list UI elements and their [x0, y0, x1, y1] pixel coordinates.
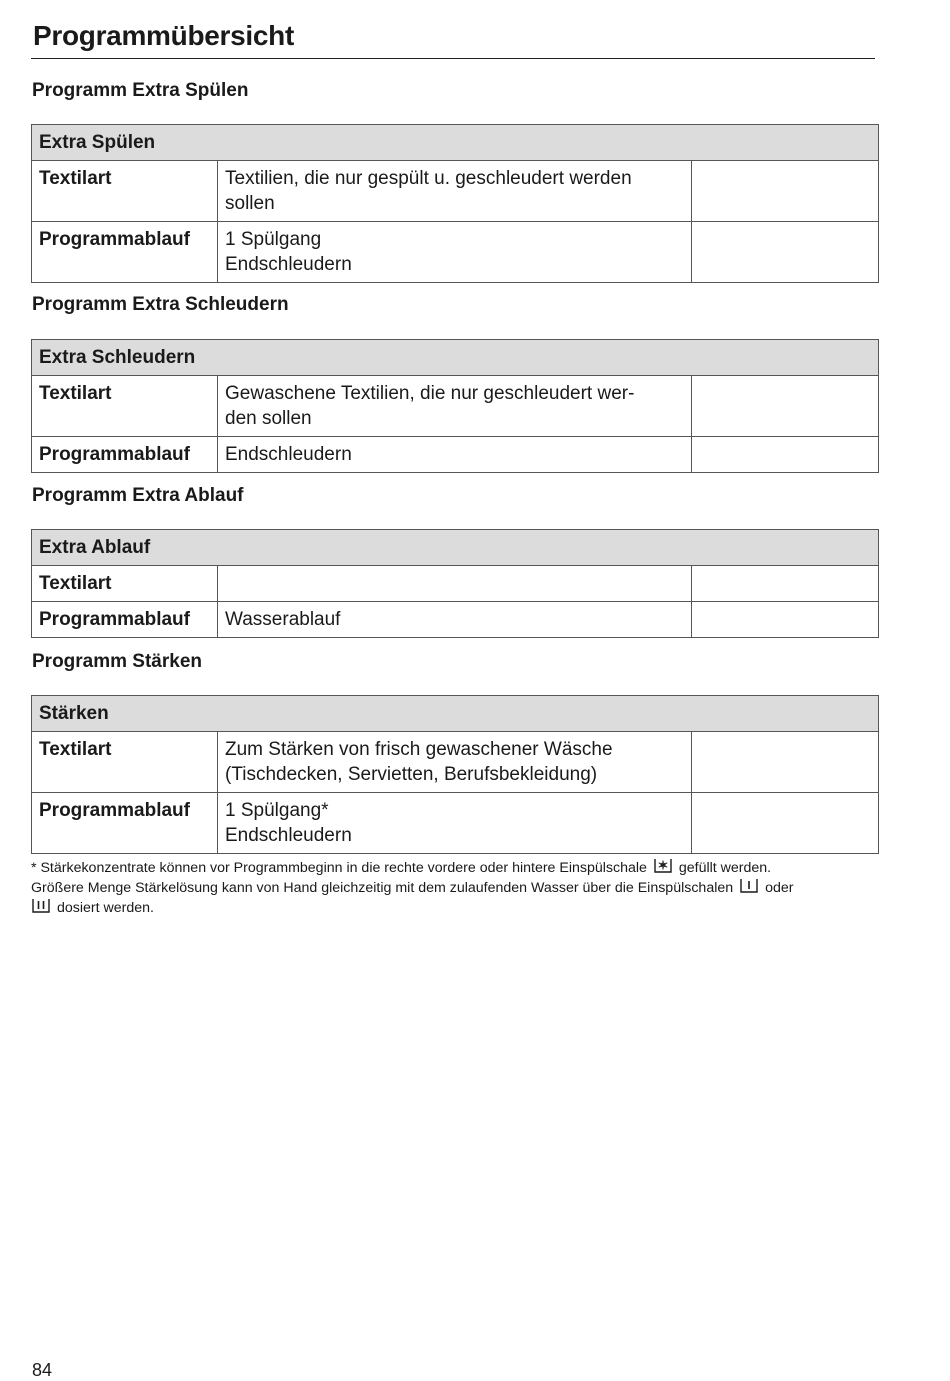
programmablauf-value: [218, 602, 692, 638]
empty-cell: [692, 222, 879, 283]
section-heading-staerken: Programm Stärken: [32, 651, 203, 672]
textilart-label: Textilart: [32, 566, 218, 602]
footnote: [31, 858, 891, 918]
programmablauf-value: [218, 222, 692, 283]
programmablauf-label: Programmablauf: [32, 437, 218, 473]
textilart-label: Textilart: [32, 376, 218, 437]
programmablauf-label: Programmablauf: [32, 793, 218, 854]
program-table-extra-schleudern: [31, 339, 879, 473]
programmablauf-line: Endschleudern: [225, 825, 352, 846]
program-table-extra-spuelen: [31, 124, 879, 283]
textilart-label: Textilart: [32, 161, 218, 222]
programmablauf-line: Endschleudern: [225, 444, 352, 465]
footnote-text: gefüllt werden.: [678, 860, 772, 876]
programmablauf-label: Programmablauf: [32, 602, 218, 638]
empty-cell: [692, 437, 879, 473]
textilart-line: den sollen: [225, 408, 312, 429]
textilart-value: [218, 376, 692, 437]
table-title: Extra Schleudern: [32, 340, 879, 376]
footnote-line: [31, 858, 891, 878]
page-number: 84: [32, 1360, 53, 1380]
textilart-value: [218, 161, 692, 222]
programmablauf-line: 1 Spülgang*: [225, 800, 329, 821]
textilart-line: (Tischdecken, Servietten, Berufsbekleidung): [225, 764, 598, 785]
textilart-value: [218, 732, 692, 793]
program-table-staerken: [31, 695, 879, 854]
textilart-line: Textilien, die nur gespült u. geschleudert werden: [225, 168, 632, 189]
programmablauf-line: Wasserablauf: [225, 609, 341, 630]
footnote-text: oder: [765, 880, 794, 896]
page-title: Programmübersicht: [33, 20, 294, 51]
footnote-line: [31, 898, 891, 918]
table-title: Extra Ablauf: [32, 530, 879, 566]
softener-compartment-icon: [653, 858, 673, 874]
table-title: Stärken: [32, 696, 879, 732]
textilart-line: Gewaschene Textilien, die nur geschleudert wer-: [225, 383, 635, 404]
programmablauf-label: Programmablauf: [32, 222, 218, 283]
textilart-value: [218, 566, 692, 602]
empty-cell: [692, 602, 879, 638]
mainwash-compartment-icon: [31, 898, 51, 914]
footnote-text: * Stärkekonzentrate können vor Programmbeginn in die rechte vordere oder hintere Einspülschale: [31, 860, 647, 876]
footnote-text: dosiert werden.: [56, 900, 154, 916]
empty-cell: [692, 376, 879, 437]
empty-cell: [692, 566, 879, 602]
textilart-label: Textilart: [32, 732, 218, 793]
textilart-line: sollen: [225, 193, 275, 214]
textilart-line: Zum Stärken von frisch gewaschener Wäsche: [225, 739, 613, 760]
empty-cell: [692, 732, 879, 793]
empty-cell: [692, 793, 879, 854]
section-heading-extra-ablauf: Programm Extra Ablauf: [32, 485, 244, 506]
table-title: Extra Spülen: [32, 125, 879, 161]
section-heading-extra-schleudern: Programm Extra Schleudern: [32, 294, 289, 315]
programmablauf-value: [218, 437, 692, 473]
section-heading-extra-spuelen: Programm Extra Spülen: [32, 80, 249, 101]
title-divider: [31, 58, 875, 59]
programmablauf-line: 1 Spülgang: [225, 229, 322, 250]
program-table-extra-ablauf: [31, 529, 879, 638]
programmablauf-line: Endschleudern: [225, 254, 352, 275]
prewash-compartment-icon: [739, 878, 759, 894]
empty-cell: [692, 161, 879, 222]
footnote-line: [31, 878, 891, 898]
programmablauf-value: [218, 793, 692, 854]
footnote-text: Größere Menge Stärkelösung kann von Hand gleichzeitig mit dem zulaufenden Wasser über die Einspülschalen: [31, 880, 734, 896]
